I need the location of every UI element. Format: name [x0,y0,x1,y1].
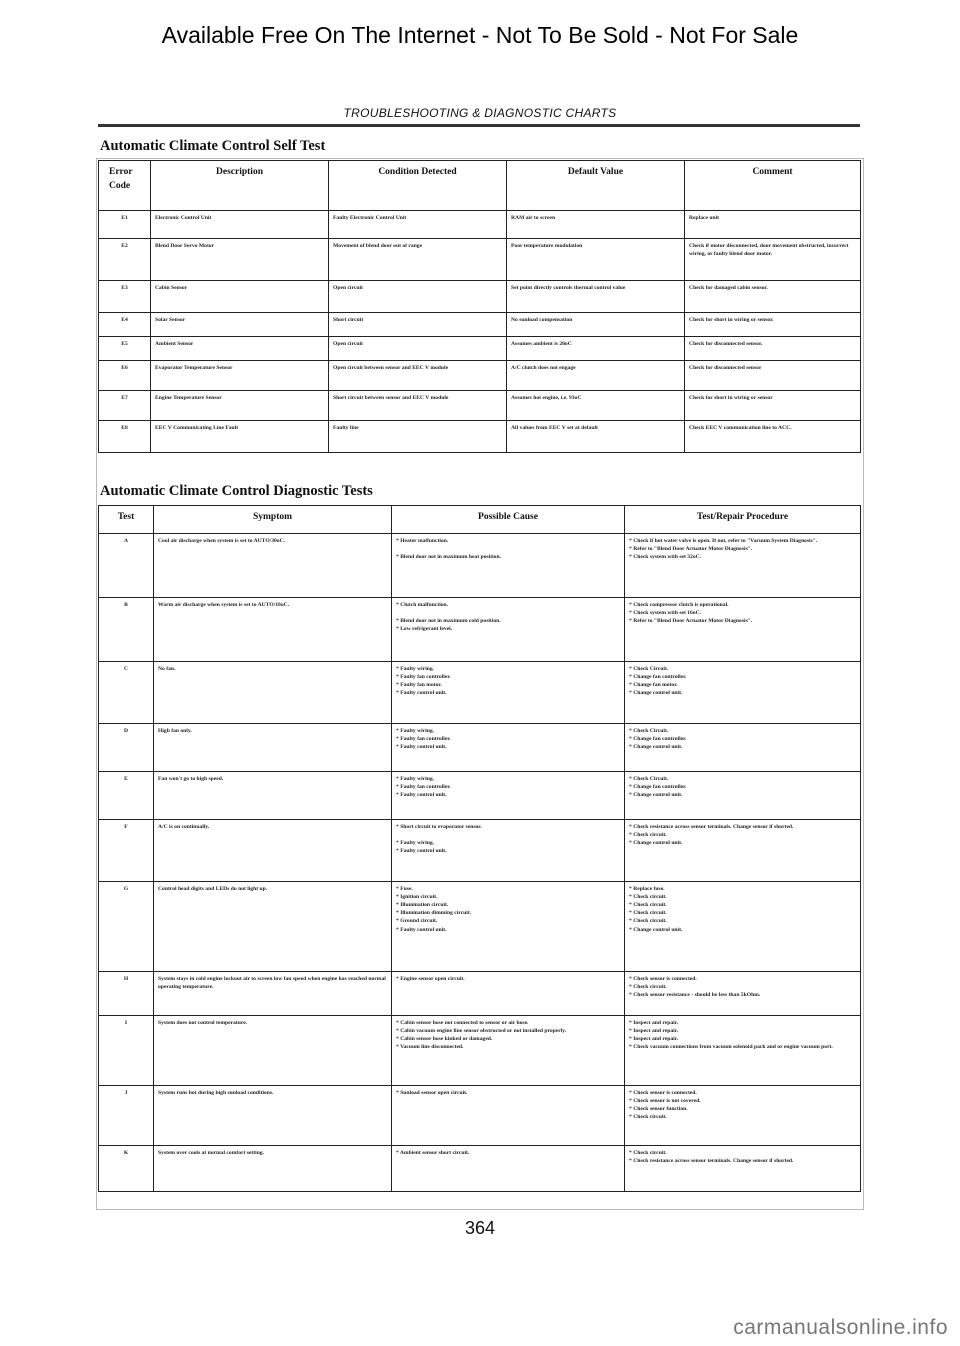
causes-line: * Engine sensor open circuit. [396,976,465,982]
cell-comment: Check for damaged cabin sensor. [685,281,861,313]
cell-comment: Check for disconnected sensor [685,361,861,391]
cell-condition: Short circuit between sensor and EEC V module [329,391,507,421]
cell-description: Engine Temperature Sensor [151,391,329,421]
cell-comment: Check EEC V communication line to ACC. [685,421,861,453]
header-rule [98,124,860,127]
header-procedure: Test/Repair Procedure [625,506,861,534]
cell-symptom: A/C is on continually. [154,820,392,882]
procedure-line: * Check circuit. [629,894,667,901]
self-test-row [99,361,861,391]
procedure-line: * Inspect and repair. [629,1028,679,1035]
cell-code: E6 [99,361,151,391]
cell-description: Cabin Sensor [151,281,329,313]
cell-default: Poor temperature modulation [507,239,685,281]
cell-procedure [625,1146,861,1192]
header-error-code: Error Code [99,161,151,211]
causes-line [396,609,620,617]
cell-symptom: Cool air discharge when system is set to AUTO/30oC. [154,534,392,598]
cell-comment: Check for disconnected sensor. [685,337,861,361]
diagnostic-header-row [99,506,861,534]
cell-code: E8 [99,421,151,453]
procedure-line: * Check vacuum connections from vacuum solenoid pack and or engine vacuum port. [629,1044,833,1051]
procedure-line: * Check sensor is connected. [629,976,697,982]
cell-default: No sunload compensation [507,313,685,337]
cell-procedure [625,820,861,882]
procedure-line: * Check compressor clutch is operational. [629,602,729,608]
cell-description: Electronic Control Unit [151,211,329,239]
cell-condition: Open circuit [329,337,507,361]
cell-symptom: Warm air discharge when system is set to AUTO/18oC. [154,598,392,662]
cell-procedure [625,1016,861,1086]
header-possible-cause: Possible Cause [392,506,625,534]
cell-test: B [99,598,154,662]
diagnostic-row [99,1146,861,1192]
causes-line: * Fuse. [396,886,413,892]
page-number: 364 [464,1218,496,1238]
self-test-table [98,160,861,453]
causes-line: * Faulty control unit. [396,690,447,697]
procedure-line: * Check sensor is not covered. [629,1098,701,1105]
diagnostic-row [99,662,861,724]
procedure-line: * Inspect and repair. [629,1036,679,1043]
cell-condition: Faulty line [329,421,507,453]
procedure-line: * Check system with set 16oC. [629,610,702,617]
cell-symptom: System over cools at normal comfort setting. [154,1146,392,1192]
causes-line: * Cabin sensor hose kinked or damaged. [396,1036,493,1043]
causes-line: * Clutch malfunction. [396,602,449,608]
cell-procedure [625,772,861,820]
self-test-row [99,421,861,453]
cell-causes [392,772,625,820]
cell-condition: Faulty Electronic Control Unit [329,211,507,239]
cell-causes [392,1146,625,1192]
causes-line: * Cabin sensor hose not connected to sensor or air hose. [396,1020,529,1026]
cell-code: E2 [99,239,151,281]
cell-comment: Replace unit [685,211,861,239]
causes-line: * Vacuum line disconnected. [396,1044,464,1051]
cell-symptom: Control head digits and LEDs do not light up. [154,882,392,972]
cell-causes [392,820,625,882]
cell-test: A [99,534,154,598]
header-symptom: Symptom [154,506,392,534]
cell-test: I [99,1016,154,1086]
procedure-line: * Check circuit. [629,984,667,991]
procedure-line: * Check system with set 32oC. [629,554,702,561]
cell-test: J [99,1086,154,1146]
procedure-line: * Check circuit. [629,910,667,917]
causes-line: * Faulty fan controller. [396,736,451,743]
cell-condition: Short circuit [329,313,507,337]
cell-default: RAM air to screen [507,211,685,239]
causes-line: * Faulty wiring. [396,728,435,734]
cell-procedure [625,724,861,772]
cell-test: K [99,1146,154,1192]
cell-code: E7 [99,391,151,421]
header-condition: Condition Detected [329,161,507,211]
header-test: Test [99,506,154,534]
causes-line: * Faulty fan controller. [396,784,451,791]
self-test-header-row [99,161,861,211]
cell-causes [392,534,625,598]
cell-description: Solar Sensor [151,313,329,337]
procedure-line: * Change fan controller. [629,674,687,681]
cell-symptom: System runs hot during high sunload conditions. [154,1086,392,1146]
procedure-line: * Check circuit. [629,902,667,909]
causes-line: * Heater malfunction. [396,538,449,544]
procedure-line: * Change control unit. [629,792,683,799]
causes-line: * Faulty fan controller. [396,674,451,681]
procedure-line: * Check circuit. [629,832,667,839]
procedure-line: * Refer to "Blend Door Actuator Motor Diagnosis". [629,618,753,625]
cell-description: Evaporator Temperature Sensor [151,361,329,391]
cell-symptom: Fan won't go to high speed. [154,772,392,820]
procedure-line: * Check sensor resistance - should be less than 5kOhm. [629,992,761,999]
causes-line [396,831,620,839]
procedure-line: * Change control unit. [629,926,683,933]
cell-condition: Open circuit [329,281,507,313]
diagnostic-row [99,972,861,1016]
header-default-value: Default Value [507,161,685,211]
cell-test: C [99,662,154,724]
causes-line [396,545,620,553]
self-test-row [99,391,861,421]
site-watermark: carmanualsonline.info [733,1316,948,1339]
causes-line: * Ignition circuit. [396,894,438,901]
self-test-row [99,239,861,281]
causes-line: * Faulty control unit. [396,792,447,799]
procedure-line: * Check sensor function. [629,1106,688,1113]
header-comment: Comment [685,161,861,211]
procedure-line: * Change fan controller. [629,736,687,743]
cell-procedure [625,662,861,724]
procedure-line: * Inspect and repair. [629,1020,679,1026]
cell-description: EEC V Communicating Line Fault [151,421,329,453]
diagnostic-row [99,882,861,972]
cell-procedure [625,534,861,598]
cell-default: Assumes ambient is 20oC [507,337,685,361]
diagnostic-row [99,1086,861,1146]
procedure-line: * Check sensor is connected. [629,1090,697,1096]
self-test-row [99,337,861,361]
procedure-line: * Check resistance across sensor terminals. Change sensor if shorted. [629,824,794,830]
causes-line: * Faulty wiring. [396,666,435,672]
causes-line: * Faulty fan motor. [396,682,442,689]
diagnostic-row [99,598,861,662]
cell-default: Assumes hot engine, i.e. 93oC [507,391,685,421]
self-test-row [99,281,861,313]
cell-procedure [625,598,861,662]
cell-procedure [625,1086,861,1146]
cell-description: Ambient Sensor [151,337,329,361]
causes-line: * Illumination circuit. [396,902,449,909]
banner-notice: Available Free On The Internet - Not To Be Sold - Not For Sale [161,22,799,48]
cell-causes [392,972,625,1016]
causes-line: * Faulty control unit. [396,848,447,855]
cell-comment: Check for short in wiring or sensor [685,391,861,421]
cell-causes [392,598,625,662]
cell-test: H [99,972,154,1016]
causes-line: * Sunload sensor open circuit. [396,1090,468,1096]
cell-default: All values from EEC V set at default [507,421,685,453]
diagnostic-row [99,534,861,598]
cell-causes [392,724,625,772]
cell-comment: Check if motor disconnected, door movement obstructed, incorrect wiring, or faulty blend door motor. [685,239,861,281]
procedure-line: * Change fan controller. [629,784,687,791]
causes-line: * Faulty control unit. [396,744,447,751]
cell-code: E4 [99,313,151,337]
cell-test: F [99,820,154,882]
cell-causes [392,882,625,972]
causes-line: * Illumination dimming circuit. [396,910,472,917]
procedure-line: * Check Circuit. [629,728,669,734]
procedure-line: * Check Circuit. [629,776,669,782]
cell-test: D [99,724,154,772]
causes-line: * Ground circuit. [396,918,438,925]
cell-symptom: System does not control temperature. [154,1016,392,1086]
procedure-line: * Replace fuse. [629,886,665,892]
cell-symptom: High fan only. [154,724,392,772]
cell-condition: Open circuit between sensor and EEC V module [329,361,507,391]
diagnostic-row [99,772,861,820]
causes-line: * Blend door not in maximum heat position. [396,554,501,561]
procedure-line: * Check if hot water valve is open. If not, refer to "Vacuum System Diagnosis". [629,538,818,544]
cell-code: E1 [99,211,151,239]
cell-test: E [99,772,154,820]
causes-line: * Faulty wiring. [396,776,435,782]
procedure-line: * Refer to "Blend Door Actuator Motor Diagnosis". [629,546,753,553]
cell-condition: Movement of blend door out of range [329,239,507,281]
causes-line: * Short circuit to evaporator sensor. [396,824,482,830]
procedure-line: * Check resistance across sensor terminals. Change sensor if shorted. [629,1158,794,1165]
cell-causes [392,662,625,724]
cell-causes [392,1086,625,1146]
self-test-title: Automatic Climate Control Self Test [100,138,326,154]
cell-procedure [625,972,861,1016]
procedure-line: * Check Circuit. [629,666,669,672]
cell-default: Set point directly controls thermal control value [507,281,685,313]
procedure-line: * Change control unit. [629,840,683,847]
diagnostic-row [99,1016,861,1086]
diagnostic-tests-table [98,505,861,1192]
procedure-line: * Change control unit. [629,744,683,751]
procedure-line: * Change control unit. [629,690,683,697]
causes-line: * Ambient sensor short circuit. [396,1150,470,1156]
cell-causes [392,1016,625,1086]
procedure-line: * Check circuit. [629,1114,667,1121]
cell-test: G [99,882,154,972]
diagnostic-row [99,724,861,772]
cell-description: Blend Door Servo Motor [151,239,329,281]
causes-line: * Blend door not in maximum cold position. [396,618,501,625]
cell-comment: Check for short in wiring or sensor. [685,313,861,337]
self-test-row [99,211,861,239]
causes-line: * Low refrigerant level. [396,626,453,633]
running-head: TROUBLESHOOTING & DIAGNOSTIC CHARTS [343,106,617,120]
causes-line: * Faulty wiring. [396,840,435,847]
cell-symptom: System stays in cold engine lockout air to screen low fan speed when engine has reached normal operating temperature. [154,972,392,1016]
cell-default: A/C clutch does not engage [507,361,685,391]
procedure-line: * Change fan motor. [629,682,678,689]
cell-code: E3 [99,281,151,313]
header-description: Description [151,161,329,211]
cell-procedure [625,882,861,972]
diagnostic-tests-title: Automatic Climate Control Diagnostic Tests [100,483,373,499]
procedure-line: * Check circuit. [629,1150,667,1156]
causes-line: * Cabin vacuum engine line sensor obstructed or not installed properly. [396,1028,567,1035]
cell-symptom: No fan. [154,662,392,724]
causes-line: * Faulty control unit. [396,926,447,933]
diagnostic-row [99,820,861,882]
self-test-row [99,313,861,337]
cell-code: E5 [99,337,151,361]
procedure-line: * Check circuit. [629,918,667,925]
